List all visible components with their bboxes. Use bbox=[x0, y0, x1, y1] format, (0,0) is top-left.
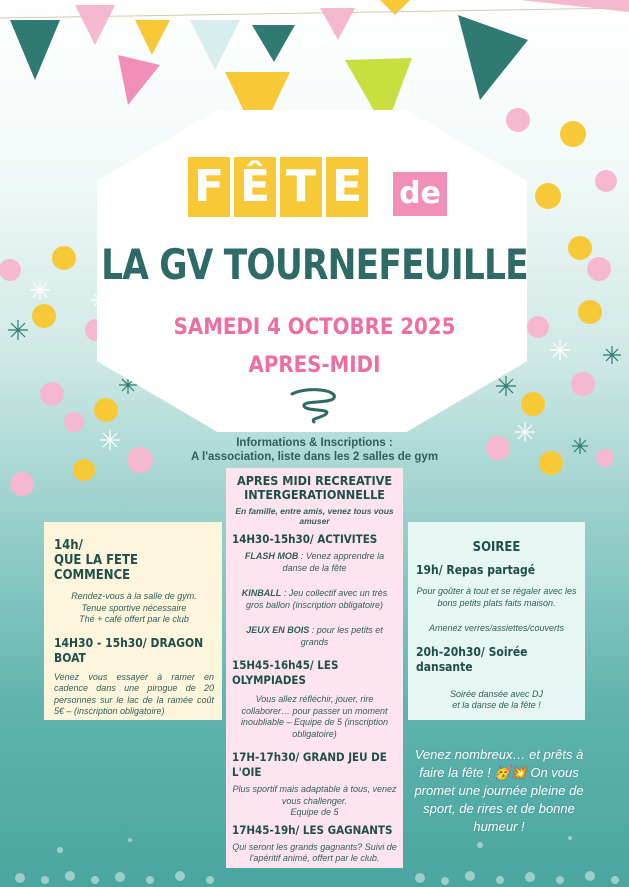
olympiades-heading: 15H45-16h45/ LES OLYMPIADES bbox=[232, 658, 339, 687]
jeu-oie-team: Equipe de 5 bbox=[290, 807, 339, 817]
info-text: A l'association, liste dans les 2 salles de gym bbox=[190, 451, 439, 463]
dragon-boat-heading: 14H30 - 15h30/ DRAGON BOAT bbox=[54, 635, 204, 665]
repas-text-2: Amenez verres/assiettes/couverts bbox=[428, 623, 565, 633]
left-heading-time: 14h/ bbox=[54, 538, 83, 553]
danse-text-2: et la danse de la fête ! bbox=[452, 700, 541, 710]
danse-text-1: Soirée dansée avec DJ bbox=[449, 688, 544, 699]
dragon-boat-text: Venez vous essayer à ramer en cadence dans une pirogue de 20 personnes sur le lac de la ramée coût 5€ – (inscription obligatoire) bbox=[54, 671, 214, 716]
repas-heading: 19h/ Repas partagé bbox=[416, 563, 536, 577]
flashmob-text: : Venez apprendre la danse de la fête bbox=[282, 551, 385, 573]
gagnants-text: Qui seront les grands gagnants? Suivi de l'apéritif animé, offert par le club. bbox=[232, 841, 397, 863]
card-recreative bbox=[226, 468, 403, 868]
activities-heading: 14H30-15h30/ ACTIVITES bbox=[232, 532, 378, 546]
jeux-bois-text: : pour les petits et grands bbox=[300, 625, 383, 647]
title-letter: E bbox=[326, 157, 368, 217]
mid-heading: APRES MIDI RECREATIVE INTERGERATIONNELLE bbox=[236, 473, 393, 502]
title-letter: F bbox=[188, 157, 230, 217]
title-letter: Ê bbox=[234, 157, 276, 217]
jeu-oie-text: Plus sportif mais adaptable à tous, venez vous challenger. bbox=[232, 784, 397, 806]
kinball-text: : Jeu collectif avec un très gros ballon (inscription obligatoire) bbox=[245, 588, 388, 610]
title-de: de bbox=[393, 172, 447, 216]
card-soiree bbox=[408, 522, 585, 720]
card-afternoon-start bbox=[44, 522, 222, 720]
info-block bbox=[0, 436, 629, 464]
swirl-icon bbox=[288, 388, 344, 426]
danse-heading: 20h-20h30/ Soirée dansante bbox=[416, 644, 528, 674]
event-date: SAMEDI 4 OCTOBRE 2025 bbox=[173, 315, 456, 340]
kinball-label: KINBALL bbox=[241, 588, 282, 598]
left-heading-title: QUE LA FETE COMMENCE bbox=[54, 553, 139, 583]
left-intro-3: Thé + café offert par le club bbox=[79, 614, 189, 624]
left-intro-2: Tenue sportive nécessaire bbox=[81, 602, 187, 613]
mid-subtitle: En famille, entre amis, venez tous vous amuser bbox=[235, 506, 394, 526]
gagnants-heading: 17H45-19h/ LES GAGNANTS bbox=[232, 822, 393, 837]
closing-message: Venez nombreux… et prêts à faire la fête ! 🥳💥 On vous promet une journée pleine de sport, de rires et de bonne humeur ! bbox=[414, 747, 584, 834]
jeux-bois-label: JEUX EN BOIS bbox=[246, 625, 310, 635]
soiree-heading: SOIREE bbox=[472, 540, 521, 555]
flashmob-label: FLASH MOB bbox=[244, 551, 299, 561]
left-intro-1: Rendez-vous à la salle de gym. bbox=[71, 591, 197, 601]
event-period: APRES-MIDI bbox=[248, 353, 381, 378]
club-title: LA GV TOURNEFEUILLE bbox=[101, 240, 528, 289]
info-heading: Informations & Inscriptions : bbox=[236, 437, 393, 449]
olympiades-text: Vous allez réfléchir, jouer, rire collaborer… pour passer un moment inoubliable – Equipe de 5 (inscription obligatoire) bbox=[240, 694, 389, 739]
title-fete bbox=[188, 157, 368, 217]
jeu-oie-heading: 17H-17h30/ GRAND JEU DE L'OIE bbox=[232, 750, 387, 779]
repas-text: Pour goûter à tout et se régaler avec les bons petits plats faits maison. bbox=[416, 586, 577, 608]
title-letter: T bbox=[280, 157, 322, 217]
